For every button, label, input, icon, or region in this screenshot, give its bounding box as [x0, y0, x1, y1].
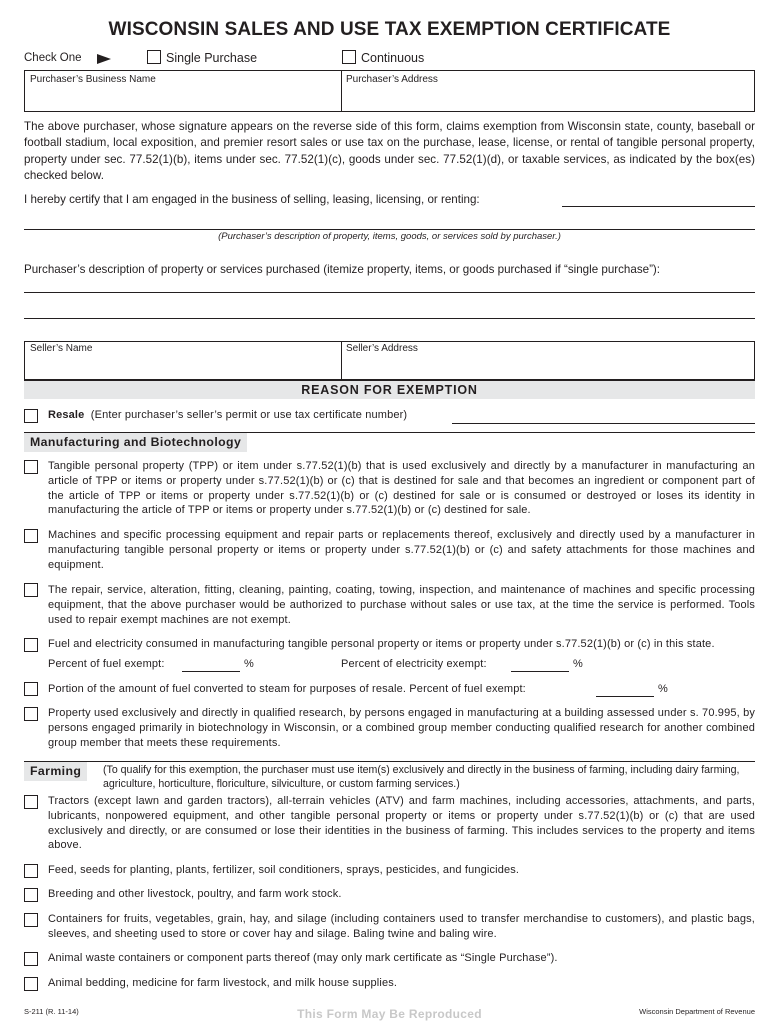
- farm-livestock-checkbox[interactable]: [24, 888, 38, 902]
- check-one-label: Check One: [24, 52, 82, 64]
- farming-rule: [24, 761, 755, 762]
- mfg-fuel-checkbox[interactable]: [24, 638, 38, 652]
- mfg-machines-checkbox[interactable]: [24, 529, 38, 543]
- permit-number-line[interactable]: [452, 423, 755, 424]
- purchased-description-line-2[interactable]: [24, 318, 755, 319]
- department-name: Wisconsin Department of Revenue: [639, 1007, 755, 1016]
- resale-text: (Enter purchaser’s seller’s permit or use tax certificate number): [90, 409, 408, 421]
- form-title: WISCONSIN SALES AND USE TAX EXEMPTION CERTIFICATE: [108, 19, 671, 40]
- manufacturing-heading: Manufacturing and Biotechnology: [24, 432, 247, 452]
- purchaser-business-name-label: Purchaser’s Business Name: [30, 74, 156, 85]
- mfg-repair-text: The repair, service, alteration, fitting, cleaning, painting, coating, towing, inspection, and maintenance of machines and specific processing equipment, that the above purchaser would be authorized to purchase without sales or use tax, at the time the service is performed. Tools used to repair exempt machines are not exempt.: [48, 584, 755, 626]
- reason-band: [24, 380, 755, 399]
- mfg-research-checkbox[interactable]: [24, 707, 38, 721]
- farm-livestock-text: Breeding and other livestock, poultry, and farm work stock.: [48, 888, 342, 900]
- manufacturing-rule: [24, 432, 755, 433]
- percent-electricity-label: Percent of electricity exempt:: [341, 658, 487, 670]
- seller-name-label: Seller’s Name: [30, 343, 93, 354]
- farm-containers-checkbox[interactable]: [24, 913, 38, 927]
- farm-bedding-checkbox[interactable]: [24, 977, 38, 991]
- farm-feed-text: Feed, seeds for planting, plants, fertilizer, soil conditioners, sprays, pesticides, and fungicides.: [48, 864, 520, 876]
- percent-fuel-sign: %: [244, 658, 254, 670]
- mfg-fuel-text: Fuel and electricity consumed in manufacturing tangible personal property or items or property under s.77.52(1)(b) or (c) in this state.: [48, 638, 715, 650]
- reproduced-notice: This Form May Be Reproduced: [297, 1007, 482, 1021]
- certify-text: I hereby certify that I am engaged in the business of selling, leasing, licensing, or renting:: [24, 193, 480, 206]
- mfg-tpp-checkbox[interactable]: [24, 460, 38, 474]
- percent-electricity-line[interactable]: [511, 671, 569, 672]
- percent-fuel-label: Percent of fuel exempt:: [48, 658, 165, 670]
- business-description-line[interactable]: [24, 229, 755, 230]
- business-description-caption: (Purchaser’s description of property, items, goods, or services sold by purchaser.): [218, 231, 561, 242]
- steam-percent-line[interactable]: [596, 696, 654, 697]
- percent-fuel-line[interactable]: [182, 671, 240, 672]
- mfg-steam-checkbox[interactable]: [24, 682, 38, 696]
- farm-waste-checkbox[interactable]: [24, 952, 38, 966]
- resale-checkbox[interactable]: [24, 409, 38, 423]
- arrow-right-icon: [97, 54, 111, 64]
- farm-tractors-checkbox[interactable]: [24, 795, 38, 809]
- farm-bedding-text: Animal bedding, medicine for farm livestock, and milk house supplies.: [48, 977, 398, 989]
- business-type-line[interactable]: [562, 206, 755, 207]
- purchased-description-line-1[interactable]: [24, 292, 755, 293]
- mfg-machines-text: Machines and specific processing equipment and repair parts or replacements thereof, exclusively and directly used by a manufacturer in manufacturing tangible personal property or items or property under s.77.52(1)(b) or (c) and safety attachments for those machines and equipment.: [48, 529, 755, 571]
- reason-heading: REASON FOR EXEMPTION: [301, 383, 478, 397]
- continuous-label: Continuous: [361, 51, 425, 65]
- resale-label: [48, 408, 407, 423]
- steam-percent-sign: %: [658, 683, 668, 695]
- farming-note: (To qualify for this exemption, the purchaser must use item(s) exclusively and directly in the business of farming, including dairy farming, agriculture, horticulture, floriculture, silviculture, or custom farming services.): [103, 764, 740, 790]
- farm-tractors-text: Tractors (except lawn and garden tractors), all-terrain vehicles (ATV) and farm machines, including accessories, attachments, and parts, lubricants, nonpowered equipment, and other tangible personal property or items or property under s.77.52(1)(b) or (c) that are used exclusively and directly, or are consumed or lose their identities in the business of farming. This includes services to the property and items above.: [48, 795, 755, 852]
- farm-feed-checkbox[interactable]: [24, 864, 38, 878]
- farm-containers-text: Containers for fruits, vegetables, grain, hay, and silage (including containers used to transfer merchandise to customers), and plastic bags, sleeves, and sheeting used to store or cover hay and silage. Baling twine and baling wire.: [48, 913, 755, 940]
- single-purchase-label: Single Purchase: [166, 51, 258, 65]
- farming-heading: Farming: [24, 761, 87, 781]
- form-number: S-211 (R. 11-14): [24, 1007, 79, 1016]
- mfg-repair-checkbox[interactable]: [24, 583, 38, 597]
- percent-electricity-sign: %: [573, 658, 583, 670]
- mfg-steam-text: Portion of the amount of fuel converted to steam for purposes of resale. Percent of fuel exempt:: [48, 683, 526, 695]
- purchaser-address-label: Purchaser’s Address: [346, 74, 438, 85]
- single-purchase-checkbox[interactable]: [147, 50, 161, 64]
- continuous-checkbox[interactable]: [342, 50, 356, 64]
- purchased-description-text: Purchaser’s description of property or services purchased (itemize property, items, or goods purchased if “single purchase”):: [24, 263, 661, 276]
- farm-waste-text: Animal waste containers or component parts thereof (may only mark certificate as “Single Purchase”).: [48, 952, 558, 964]
- mfg-tpp-text: Tangible personal property (TPP) or item under s.77.52(1)(b) that is used exclusively and directly by a manufacturer in manufacturing an article of TPP or items or property under s.77.52(1)(b) or (c) that is destined for sale and that becomes an ingredient or component part of the article of TPP or items or property under s.77.52(1)(b) or (c) destined for sale or is consumed or destroyed or loses its identity in manufacturing the article of TPP or items or property under s.77.52(1)(b) or (c) destined for sale.: [48, 460, 755, 517]
- seller-address-label: Seller’s Address: [346, 343, 418, 354]
- intro-paragraph: The above purchaser, whose signature appears on the reverse side of this form, claims exemption from Wisconsin state, county, baseball or football stadium, local exposition, and premier resort sales or use tax on the purchase, lease, license, or rental of tangible personal property, property under sec. 77.52(1)(b), items under sec. 77.52(1)(c), goods under sec. 77.52(1)(d), or taxable services, as indicated by the box(es) checked below.: [24, 120, 755, 182]
- resale-bold: Resale: [48, 409, 85, 421]
- mfg-research-text: Property used exclusively and directly in qualified research, by persons engaged in manufacturing at a building assessed under s. 70.995, by persons engaged primarily in biotechnology in Wisconsin, or a combined group member conducting qualified research for another combined group member that meets these requirements.: [48, 707, 755, 749]
